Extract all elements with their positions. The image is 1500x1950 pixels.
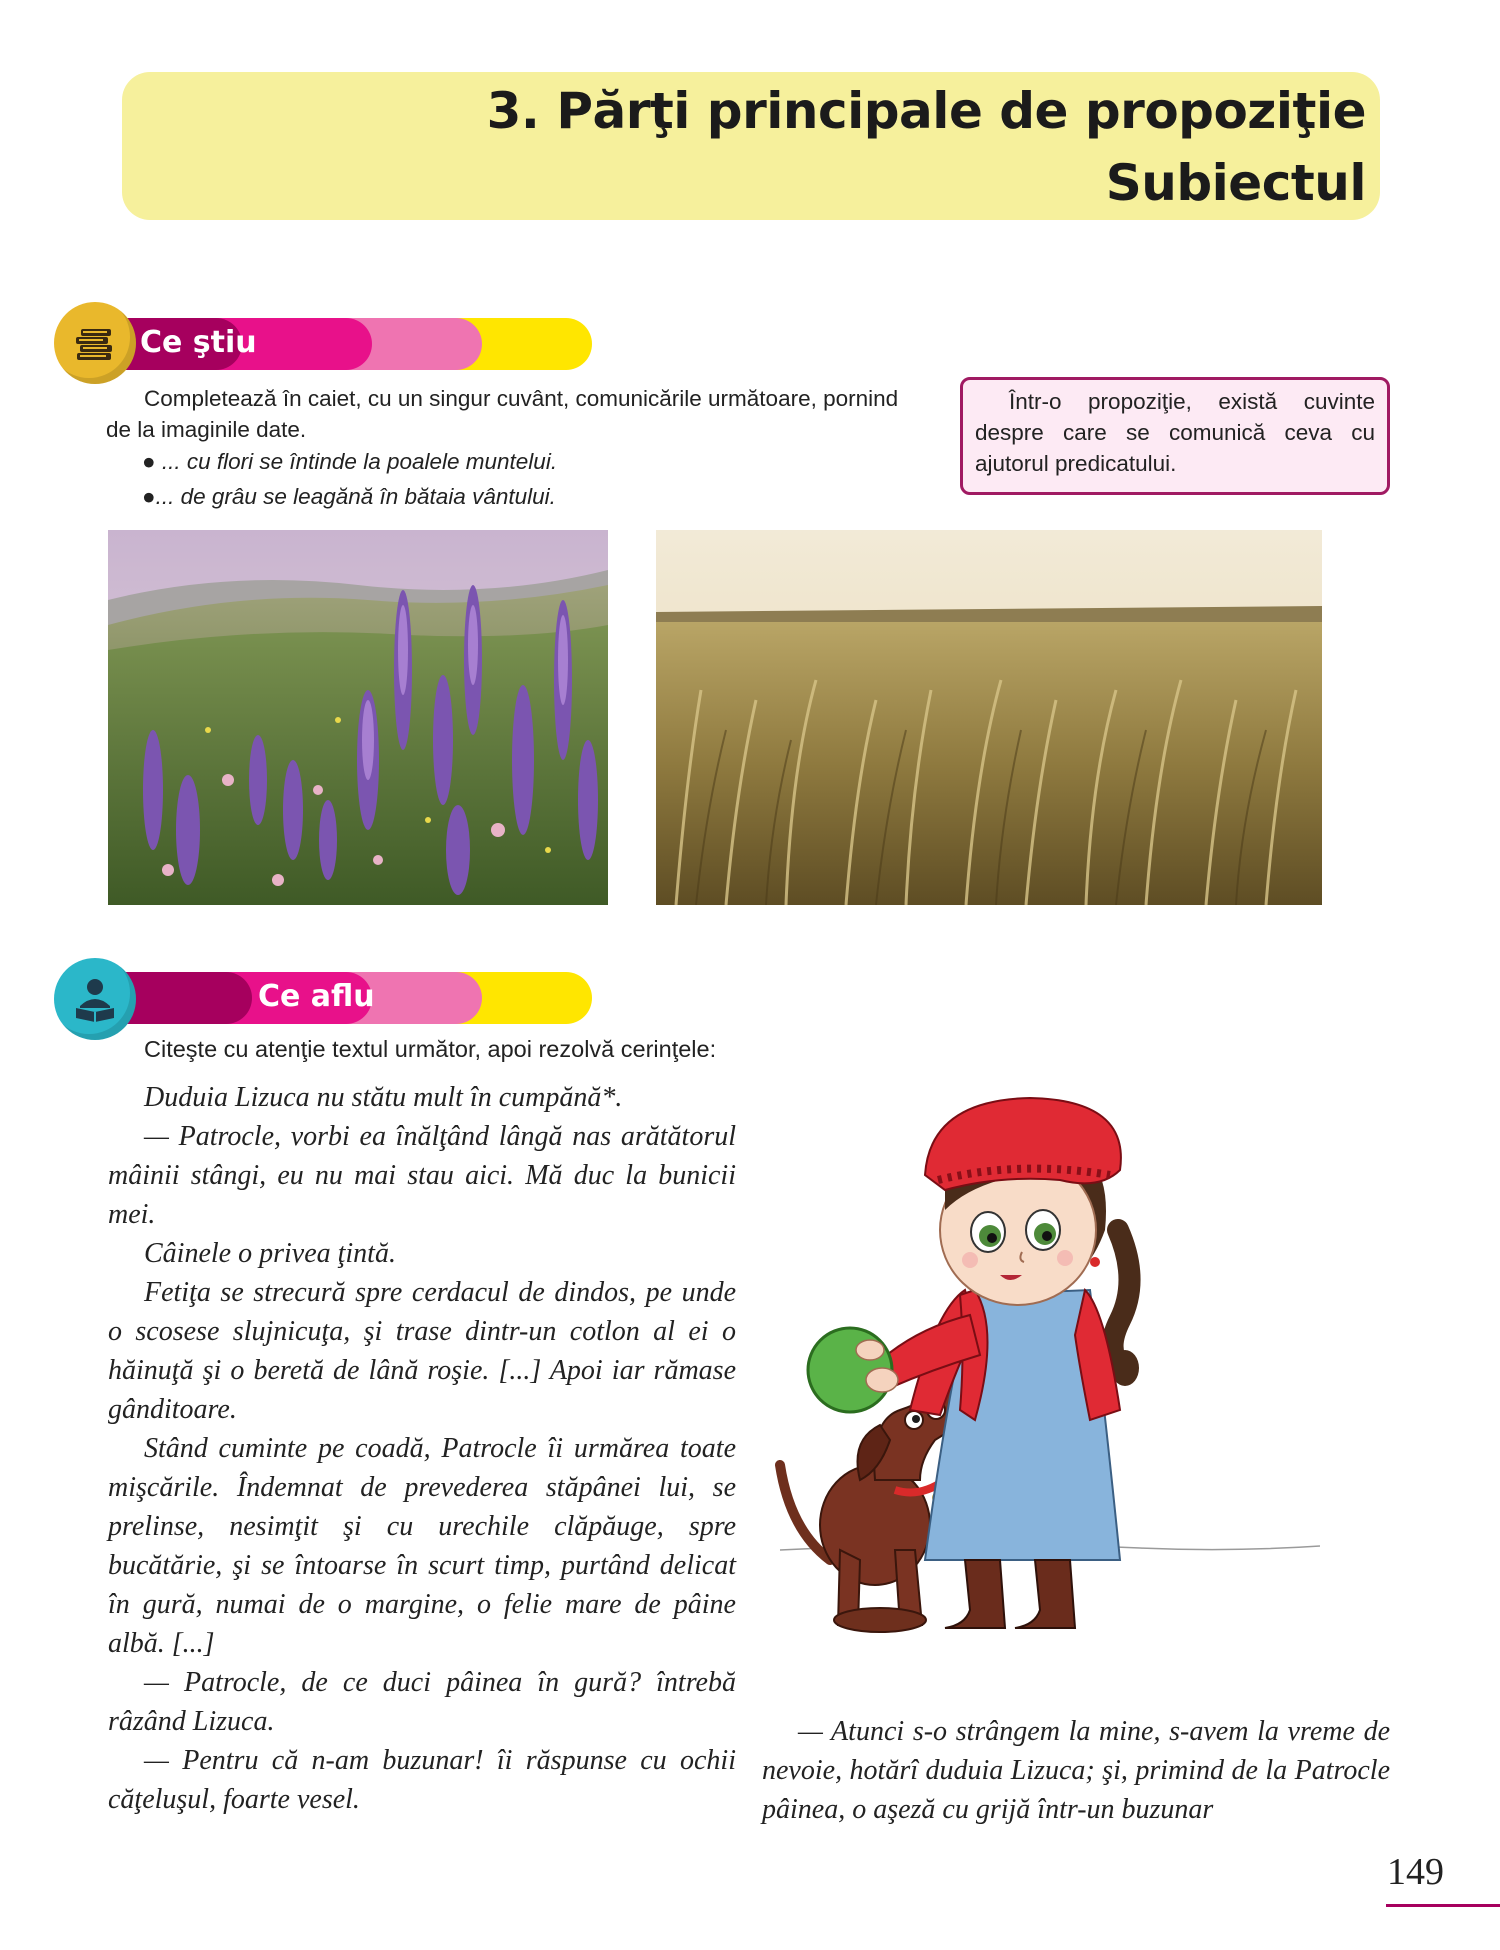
wheat-field-photo bbox=[656, 530, 1322, 905]
reader-icon bbox=[54, 958, 136, 1040]
page-number: 149 bbox=[1387, 1851, 1444, 1893]
girl-and-dog-illustration bbox=[760, 1080, 1320, 1680]
bullet-2: ●... de grâu se leagănă în bătaia vântului. bbox=[142, 484, 556, 509]
story-paragraph: Stând cuminte pe coadă, Patrocle îi urmărea toate mişcările. Îndemnat de prevederea stăpânei lui, se prelinse, nesimţit şi cu urechile clăpăuge, spre bucătărie, şi se întoarse în scurt timp, purtând delicat în gură, numai de o margine, o felie mare de pâine albă. [...] bbox=[108, 1433, 736, 1659]
bullet-2-text: ... de grâu se leagănă în bătaia vântului. bbox=[155, 484, 556, 509]
page-subtitle: Subiectul bbox=[1105, 154, 1366, 212]
ce-aflu-label: Ce aflu bbox=[258, 979, 375, 1014]
meadow-flowers-photo bbox=[108, 530, 608, 905]
story-paragraph: Câinele o privea ţintă. bbox=[144, 1238, 396, 1269]
bullet-1-text: ... cu flori se întinde la poalele muntelui. bbox=[161, 449, 558, 474]
story-paragraph: — Pentru că n-am buzunar! îi răspunse cu ochii căţeluşul, foarte vesel. bbox=[108, 1745, 736, 1815]
story-paragraph-right: — Atunci s-o strângem la mine, s-avem la vreme de nevoie, hotărî duduia Lizuca; şi, primind de la Patrocle pâinea, o aşeză cu grijă într-un buzunar bbox=[762, 1716, 1390, 1825]
story-right-column bbox=[762, 1712, 1390, 1829]
story-paragraph: — Patrocle, vorbi ea înălţând lângă nas arătătorul mâinii stângi, eu nu mai stau aici. Mă duc la bunicii mei. bbox=[108, 1121, 736, 1230]
story-paragraph: — Patrocle, de ce duci pâinea în gură? întrebă râzând Lizuca. bbox=[108, 1667, 736, 1737]
story-left-column bbox=[108, 1078, 736, 1819]
ce-stiu-label: Ce ştiu bbox=[140, 325, 257, 360]
info-text: Într-o propoziţie, există cuvinte despre care se comunică ceva cu ajutorul predicatului. bbox=[975, 389, 1375, 476]
info-box bbox=[960, 377, 1390, 495]
page-number-underline bbox=[1386, 1904, 1500, 1907]
story-paragraph: Fetiţa se strecură spre cerdacul de dindos, pe unde o scosese slujnicuţa, şi trase dintr-un cotlon al ei o hăinuţă şi o beretă de lână roşie. [...] Apoi iar rămase gânditoare. bbox=[108, 1277, 736, 1425]
story-paragraph: Duduia Lizuca nu stătu mult în cumpănă*. bbox=[144, 1082, 623, 1113]
ce-aflu-instruction: Citeşte cu atenţie textul următor, apoi rezolvă cerinţele: bbox=[144, 1036, 717, 1062]
books-icon bbox=[54, 302, 136, 384]
page-title: 3. Părţi principale de propoziţie bbox=[486, 82, 1366, 140]
bullet-1: ● ... cu flori se întinde la poalele muntelui. bbox=[142, 449, 558, 474]
ce-stiu-instruction: Completează în caiet, cu un singur cuvânt, comunicările următoare, pornind de la imaginile date. bbox=[106, 386, 899, 442]
